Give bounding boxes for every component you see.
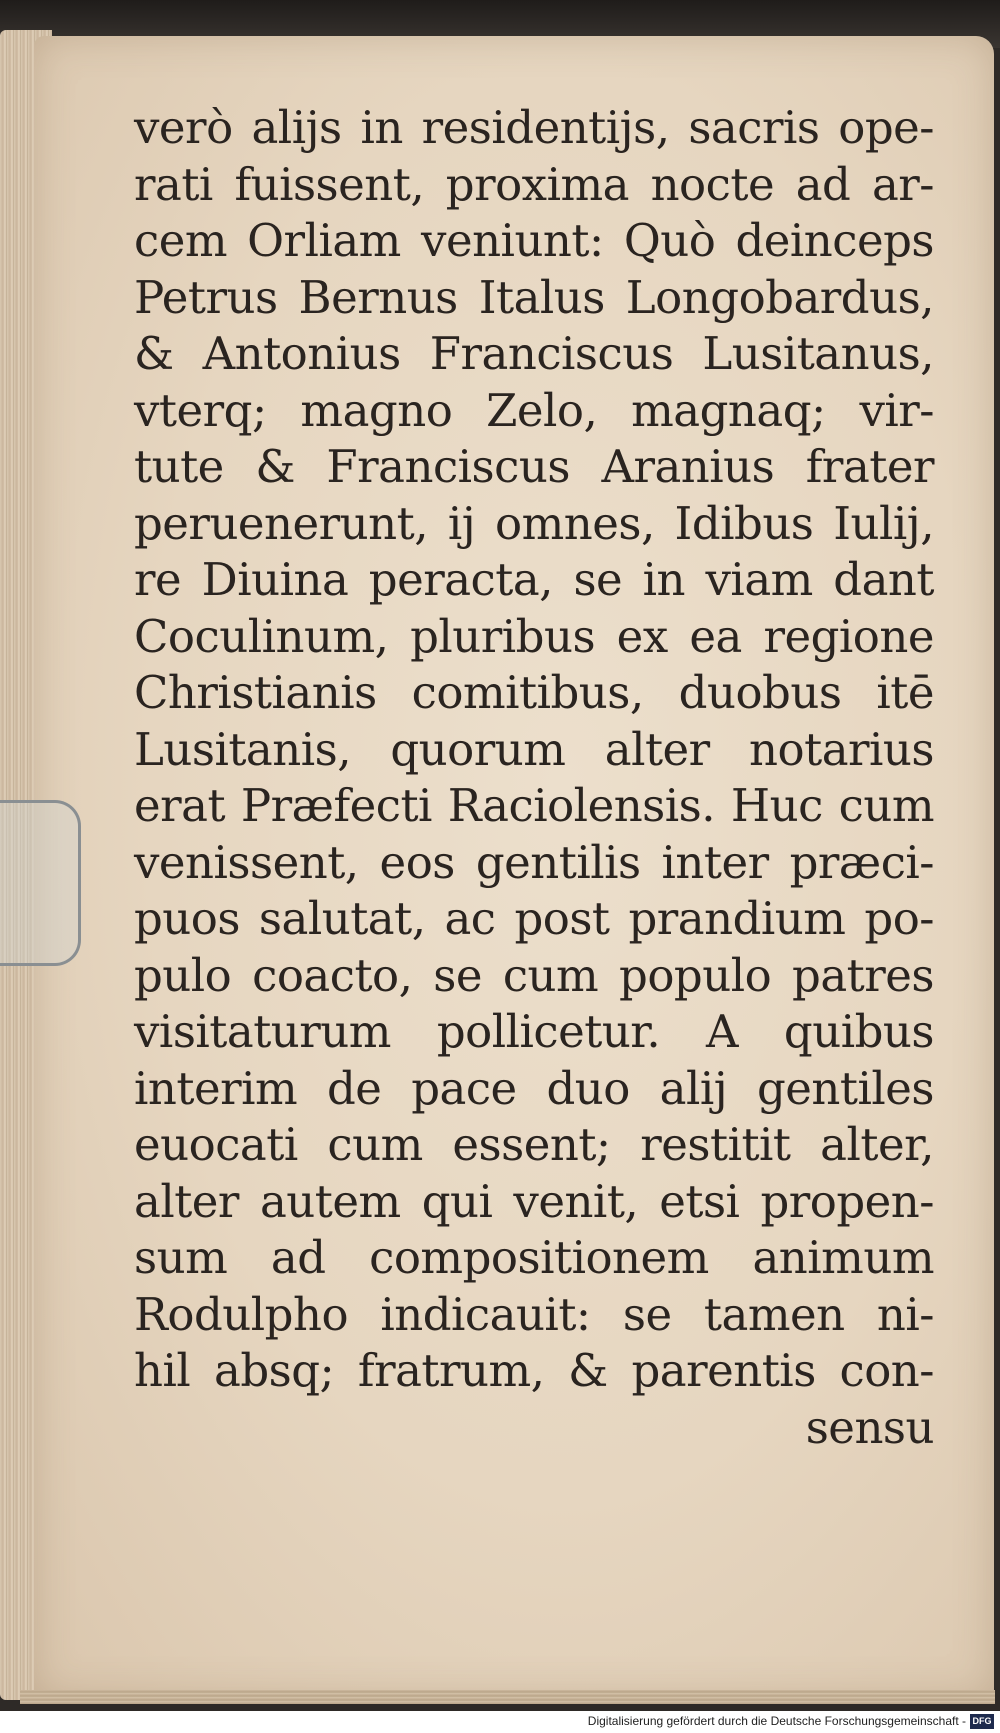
text-line: euocati cum essent; restitit alter, <box>134 1118 934 1171</box>
text-line: Lusitanis, quorum alter notarius <box>134 722 934 776</box>
dfg-logo-icon: DFG <box>970 1714 994 1729</box>
page-text <box>134 100 934 1456</box>
text-line: Petrus Bernus Italus Longobardus, <box>134 270 934 324</box>
page-edges-bottom <box>20 1690 995 1704</box>
text-line: cem Orliam veniunt: Quò deinceps <box>134 214 934 267</box>
text-line: Christianis comitibus, duobus itē <box>134 666 934 719</box>
text-line: alter autem qui venit, etsi propen- <box>134 1174 934 1228</box>
text-line: sum ad compositionem animum <box>134 1231 934 1284</box>
text-line: peruenerunt, ij omnes, Idibus Iulij, <box>134 496 934 550</box>
text-line: visitaturum pollicetur. A quibus <box>134 1005 934 1058</box>
text-line: & Antonius Franciscus Lusitanus, <box>134 327 934 380</box>
text-line: vterq; magno Zelo, magnaq; vir- <box>134 383 934 437</box>
catchword: sensu <box>805 1400 934 1454</box>
text-line: rati fuissent, proxima nocte ad ar- <box>134 157 934 211</box>
digitization-footer <box>0 1711 1000 1733</box>
text-line: Coculinum, pluribus ex ea regione <box>134 609 934 663</box>
text-line: verò alijs in residentijs, sacris ope- <box>134 101 934 154</box>
text-line: pulo coacto, se cum populo patres <box>134 948 934 1002</box>
funding-credit: Digitalisierung gefördert durch die Deutsche Forschungsgemeinschaft - <box>587 1714 966 1728</box>
text-line: tute & Franciscus Aranius frater <box>134 440 934 493</box>
text-line: erat Præfecti Raciolensis. Huc cum <box>134 779 934 832</box>
text-line: puos salutat, ac post prandium po- <box>134 892 934 945</box>
text-line: venissent, eos gentilis inter præci- <box>134 835 934 889</box>
text-line: hil absq; fratrum, & parentis con- <box>134 1344 934 1397</box>
text-line: interim de pace duo alij gentiles <box>134 1061 934 1115</box>
paper-clip-icon <box>0 800 81 966</box>
text-line: re Diuina peracta, se in viam dant <box>134 553 934 606</box>
text-line: Rodulpho indicauit: se tamen ni- <box>134 1287 934 1341</box>
